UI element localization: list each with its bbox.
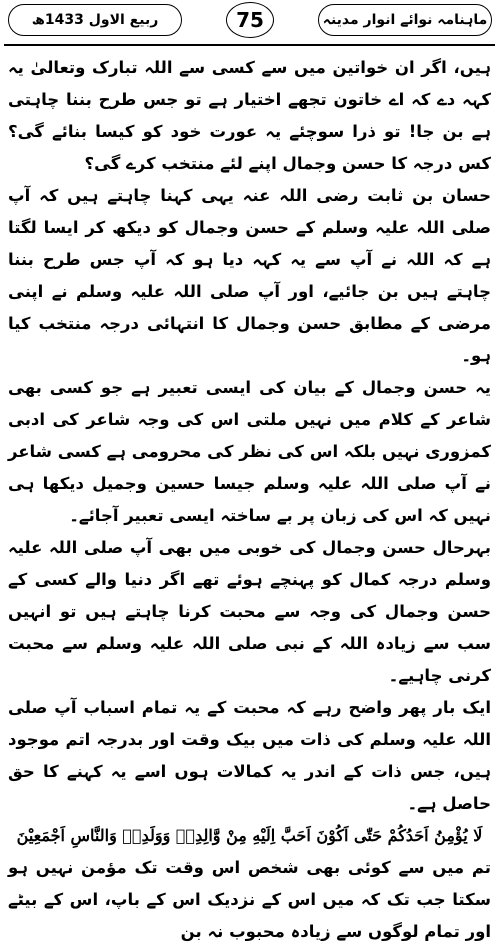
hadith-translation: تم میں سے کوئی بھی شخص اس وقت تک مؤمن نہیں ہو سکتا جب تک کہ میں اس کے نزدیک اس کے باپ، اس کے بیٹے اور تمام لوگوں سے زیادہ محبوب نہ بن	[8, 858, 491, 941]
hadith-quote: لَا يُؤْمِنُ اَحَدُكُمْ حَتّٰى اَكُوْنَ اَحَبَّ اِلَيْهِ مِنْ وَّالِدِهٖ وَوَلَدِهٖ وَالنَّاسِ اَجْمَعِيْنَ	[16, 826, 483, 845]
paragraph: ہیں، اگر ان خواتین میں سے کسی سے اللہ تبارک وتعالیٰ یہ کہہ دے کہ اے خاتون تجھے اختیار ہے تو جس طرح بننا چاہتی ہے بن جا! تو ذرا سوچئے یہ عورت خود کو کیسا بنائے گی؟ کس درجہ کا حسن وجمال اپنے لئے منتخب کرے گی؟	[8, 58, 491, 173]
paragraph: ایک بار پھر واضح رہے کہ محبت کے یہ تمام اسباب آپ صلی اللہ علیہ وسلم کی ذات میں بیک وقت اور بدرجہ اتم موجود ہیں، جس ذات کے اندر یہ کمالات ہوں اسے یہ کہنے کا حق حاصل ہے۔	[8, 698, 491, 813]
header-divider	[4, 44, 495, 46]
paragraph: بہرحال حسن وجمال کی خوبی میں بھی آپ صلی اللہ علیہ وسلم درجہ کمال کو پہنچے ہوئے تھے اگر دنیا والے کسی کے حسن وجمال کی وجہ سے محبت کرنا چاہتے ہیں تو انہیں سب سے زیادہ اللہ کے نبی صلی اللہ علیہ وسلم سے محبت کرنی چاہیے۔	[8, 538, 491, 685]
page-number: 75	[226, 2, 274, 38]
article-body	[8, 52, 491, 941]
issue-date: ربیع الاول 1433ھ	[8, 4, 182, 36]
magazine-title: ماہنامہ نوائے انوار مدینہ	[318, 4, 492, 36]
page-header	[0, 0, 499, 44]
paragraph: یہ حسن وجمال کے بیان کی ایسی تعبیر ہے جو کسی بھی شاعر کے کلام میں نہیں ملتی اس کی وجہ شاعر کی ادبی کمزوری نہیں بلکہ اس کی نظر کی محرومی ہے کسی شاعر نے آپ صلی اللہ علیہ وسلم جیسا حسین وجمیل دیکھا ہی نہیں کہ اس کی زبان پر بے ساختہ ایسی تعبیر آجائے۔	[8, 378, 491, 525]
paragraph: حسان بن ثابت رضی اللہ عنہ یہی کہنا چاہتے ہیں کہ آپ صلی اللہ علیہ وسلم کے حسن وجمال کو دیکھ کر ایسا لگتا ہے کہ اللہ نے آپ سے یہ کہہ دیا ہو کہ آپ جس طرح بننا چاہتے ہیں بن جائیے، اور آپ صلی اللہ علیہ وسلم نے اپنی مرضی کے مطابق حسن وجمال کا انتہائی درجہ منتخب کیا ہو۔	[8, 186, 491, 365]
